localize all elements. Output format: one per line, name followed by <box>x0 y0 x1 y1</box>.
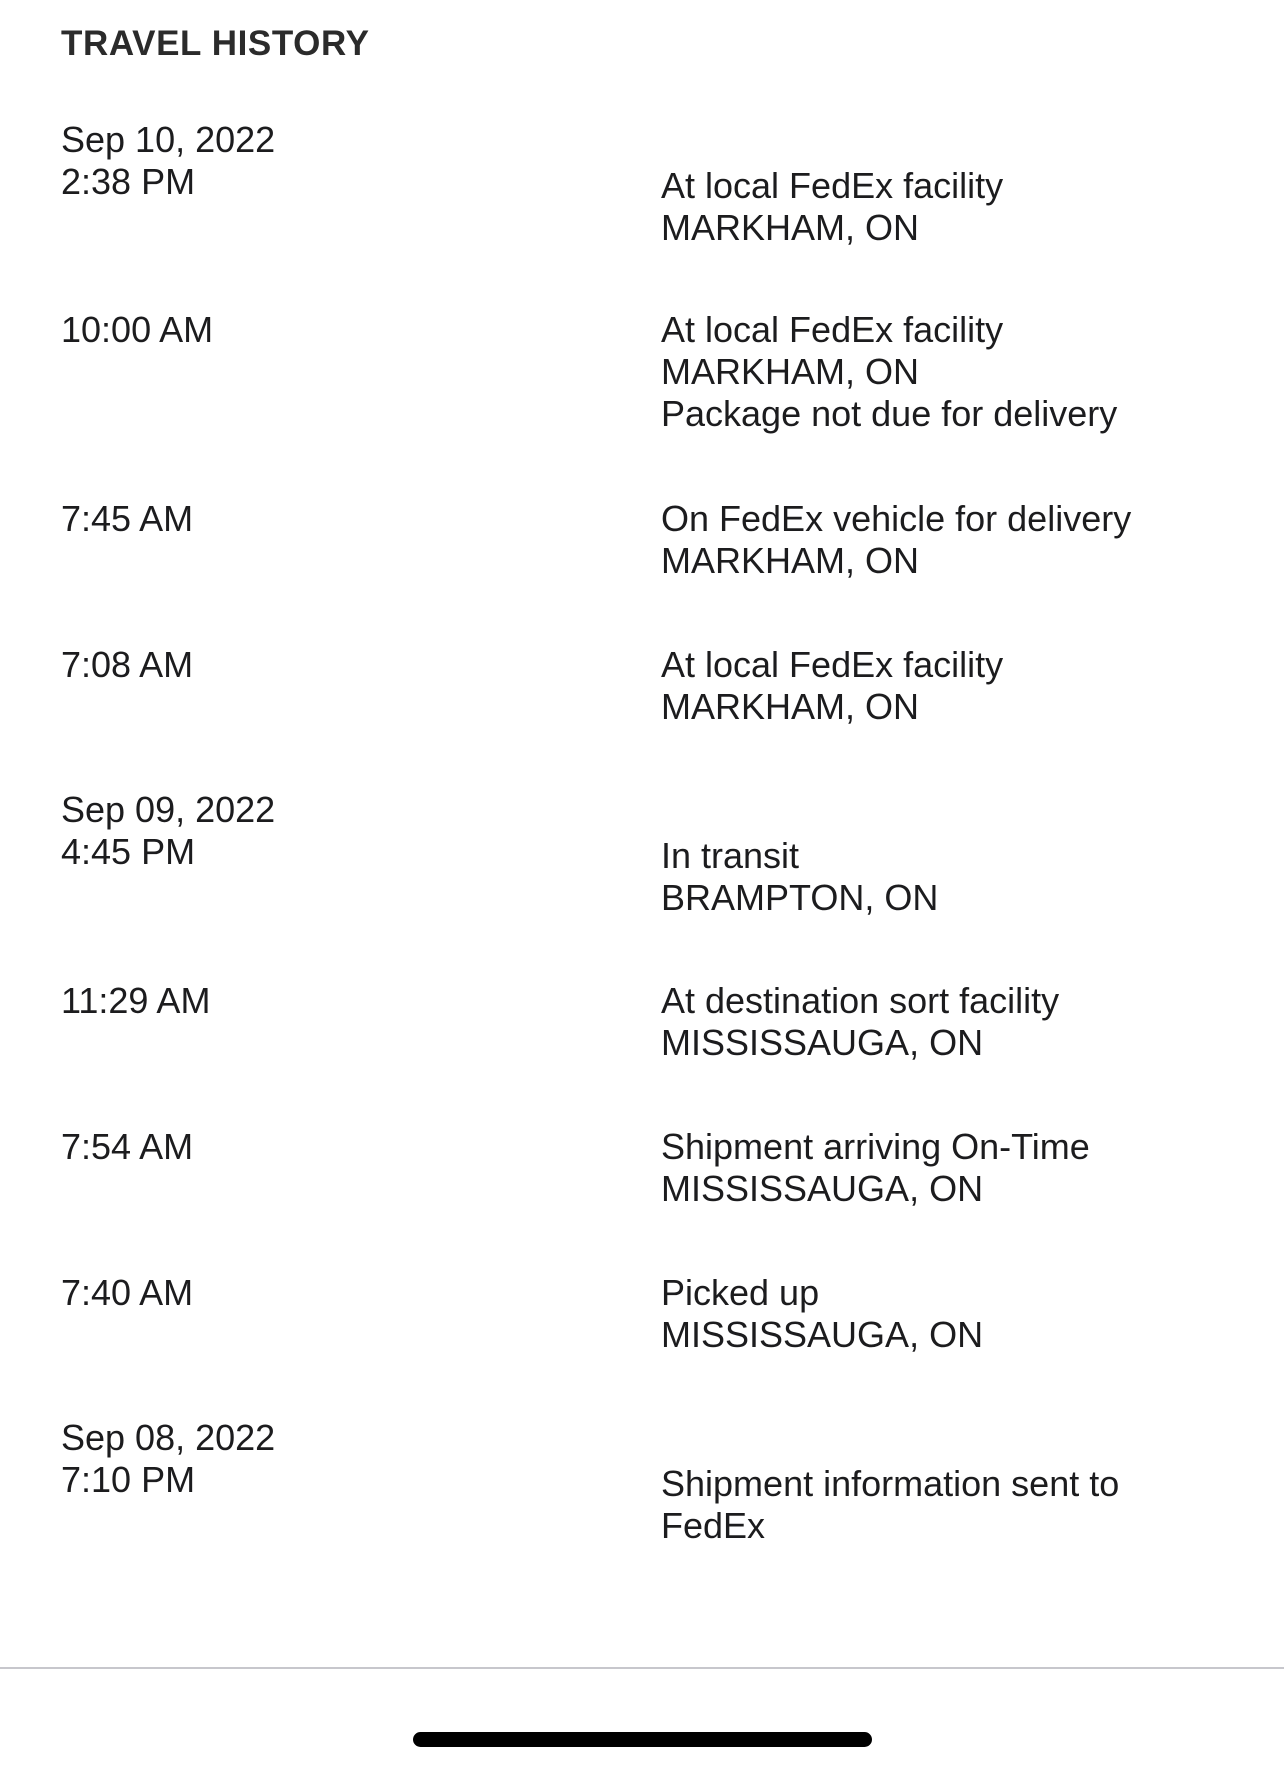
event-status: Shipment information sent to FedEx <box>661 1463 1120 1546</box>
event-details <box>661 980 1221 1064</box>
event-date: Sep 09, 2022 <box>61 789 276 830</box>
event-location: MISSISSAUGA, ON <box>661 1022 984 1063</box>
event-time: 10:00 AM <box>61 309 214 350</box>
event-details <box>661 1126 1221 1210</box>
event-time: 7:10 PM <box>61 1459 196 1500</box>
event-details <box>661 1272 1221 1356</box>
bottom-divider <box>0 1667 1284 1669</box>
event-details <box>661 1463 1131 1547</box>
event-status: Shipment arriving On-Time <box>661 1126 1090 1167</box>
event-time: 7:40 AM <box>61 1272 194 1313</box>
event-status: At local FedEx facility <box>661 165 1004 206</box>
travel-history-title: TRAVEL HISTORY <box>61 24 370 63</box>
event-time: 2:38 PM <box>61 161 196 202</box>
event-status: At destination sort facility <box>661 980 1060 1021</box>
event-time: 4:45 PM <box>61 831 196 872</box>
event-date: Sep 08, 2022 <box>61 1417 276 1458</box>
event-status: At local FedEx facility <box>661 309 1004 350</box>
event-details <box>661 835 1221 919</box>
event-time: 7:08 AM <box>61 644 194 685</box>
event-date: Sep 10, 2022 <box>61 119 276 160</box>
event-time: 7:54 AM <box>61 1126 194 1167</box>
event-status: In transit <box>661 835 800 876</box>
event-location: MISSISSAUGA, ON <box>661 1314 984 1355</box>
event-details <box>661 644 1221 728</box>
event-status: Picked up <box>661 1272 820 1313</box>
event-details <box>661 165 1221 249</box>
event-status: On FedEx vehicle for delivery <box>661 498 1132 539</box>
event-time: 11:29 AM <box>61 980 211 1021</box>
event-location: MISSISSAUGA, ON <box>661 1168 984 1209</box>
event-location: MARKHAM, ON <box>661 686 920 727</box>
event-location: MARKHAM, ON <box>661 540 920 581</box>
event-status: At local FedEx facility <box>661 644 1004 685</box>
event-location: MARKHAM, ON <box>661 207 920 248</box>
event-note: Package not due for delivery <box>661 393 1118 434</box>
event-location: BRAMPTON, ON <box>661 877 939 918</box>
event-details <box>661 498 1221 582</box>
event-time: 7:45 AM <box>61 498 194 539</box>
event-details <box>661 309 1221 435</box>
home-indicator[interactable] <box>413 1732 872 1747</box>
event-location: MARKHAM, ON <box>661 351 920 392</box>
